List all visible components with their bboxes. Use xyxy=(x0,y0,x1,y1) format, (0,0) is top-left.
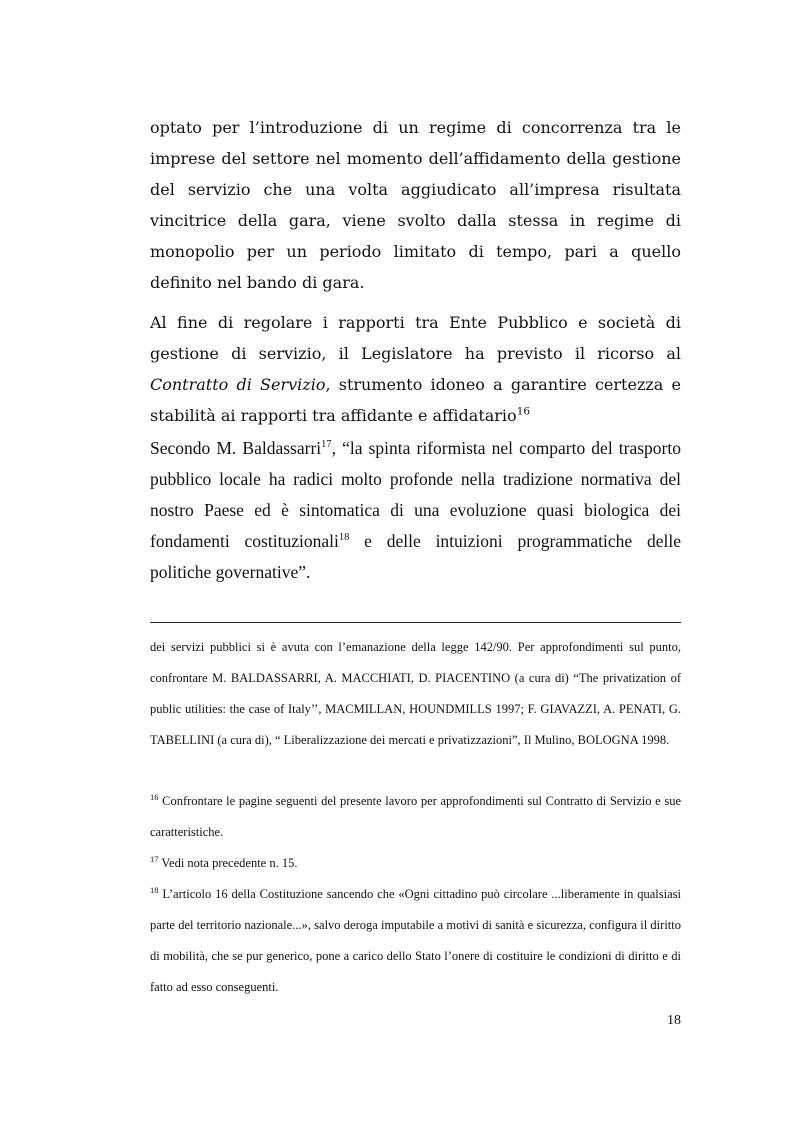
footnote-17-mark: 17 xyxy=(150,853,159,864)
paragraph-3-text-start: Secondo M. Baldassarri xyxy=(150,438,322,458)
footnote-continuation: dei servizi pubblici si è avuta con l’emanazione della legge 142/90. Per approfondimenti sul punto, confrontare M. BALDASSARRI, A. MACCHIATI, D. PIACENTINO (a cura di) “The privatization of public utilities: the case of Italy’’, MACMILLAN, HOUNDMILLS 1997; F. GIAVAZZI, A. PENATI, G. TABELLINI (a cura di), “ Liberalizzazione dei mercati e privatizzazioni”, Il Mulino, BOLOGNA 1998. xyxy=(150,640,681,747)
contract-term-italic: Contratto di Servizio xyxy=(150,375,326,394)
footnote-16-mark: 16 xyxy=(150,791,159,802)
body-paragraph-3 xyxy=(150,433,681,588)
footnote-18 xyxy=(150,879,681,1003)
quotation-text: , “la spinta riformista nel comparto del trasporto pubblico locale ha radici molto profonde nella tradizione normativa del nostro Paese ed è sintomatica di una evoluzione quasi biologica dei fondamenti costituzionali xyxy=(150,438,681,551)
body-paragraph-2 xyxy=(150,307,681,431)
footnote-ref-18[interactable]: 18 xyxy=(338,532,350,544)
footnote-17 xyxy=(150,848,681,879)
paragraph-2-text-start: Al fine di regolare i rapporti tra Ente Pubblico e società di gestione di servizio, il Legislatore ha previsto il ricorso al xyxy=(150,313,681,363)
footnote-ref-16[interactable]: 16 xyxy=(516,405,531,418)
footnote-18-mark: 18 xyxy=(150,884,159,895)
footnote-separator xyxy=(150,622,681,623)
paragraph-2-text-end: , strumento idoneo a garantire certezza e stabilità ai rapporti tra affidante e affidatario xyxy=(150,375,682,425)
footnote-16-text: Confrontare le pagine seguenti del presente lavoro per approfondimenti sul Contratto di Servizio e sue caratteristiche. xyxy=(150,794,681,839)
page-number: 18 xyxy=(667,1013,681,1028)
body-paragraph-1: optato per l’introduzione di un regime di concorrenza tra le imprese del settore nel momento dell’affidamento della gestione del servizio che una volta aggiudicato all’impresa risultata vincitrice della gara, viene svolto dalla stessa in regime di monopolio per un periodo limitato di tempo, pari a quello definito nel bando di gara. xyxy=(150,118,681,292)
quotation-text-end: e delle intuizioni programmatiche delle politiche governative”. xyxy=(150,531,681,582)
footnote-18-text: L’articolo 16 della Costituzione sancendo che «Ogni cittadino può circolare ...liberamente in qualsiasi parte del territorio nazionale...», salvo deroga imputabile a motivi di sanità e sicurezza, configura il diritto di mobilità, che se pur generico, pone a carico dello Stato l’onere di costituire le condizioni di diritto e di fatto ad esso conseguenti. xyxy=(150,887,681,994)
footnote-16 xyxy=(150,786,681,848)
footnote-17-text: Vedi nota precedente n. 15. xyxy=(158,856,298,870)
footnote-ref-17[interactable]: 17 xyxy=(321,439,332,451)
